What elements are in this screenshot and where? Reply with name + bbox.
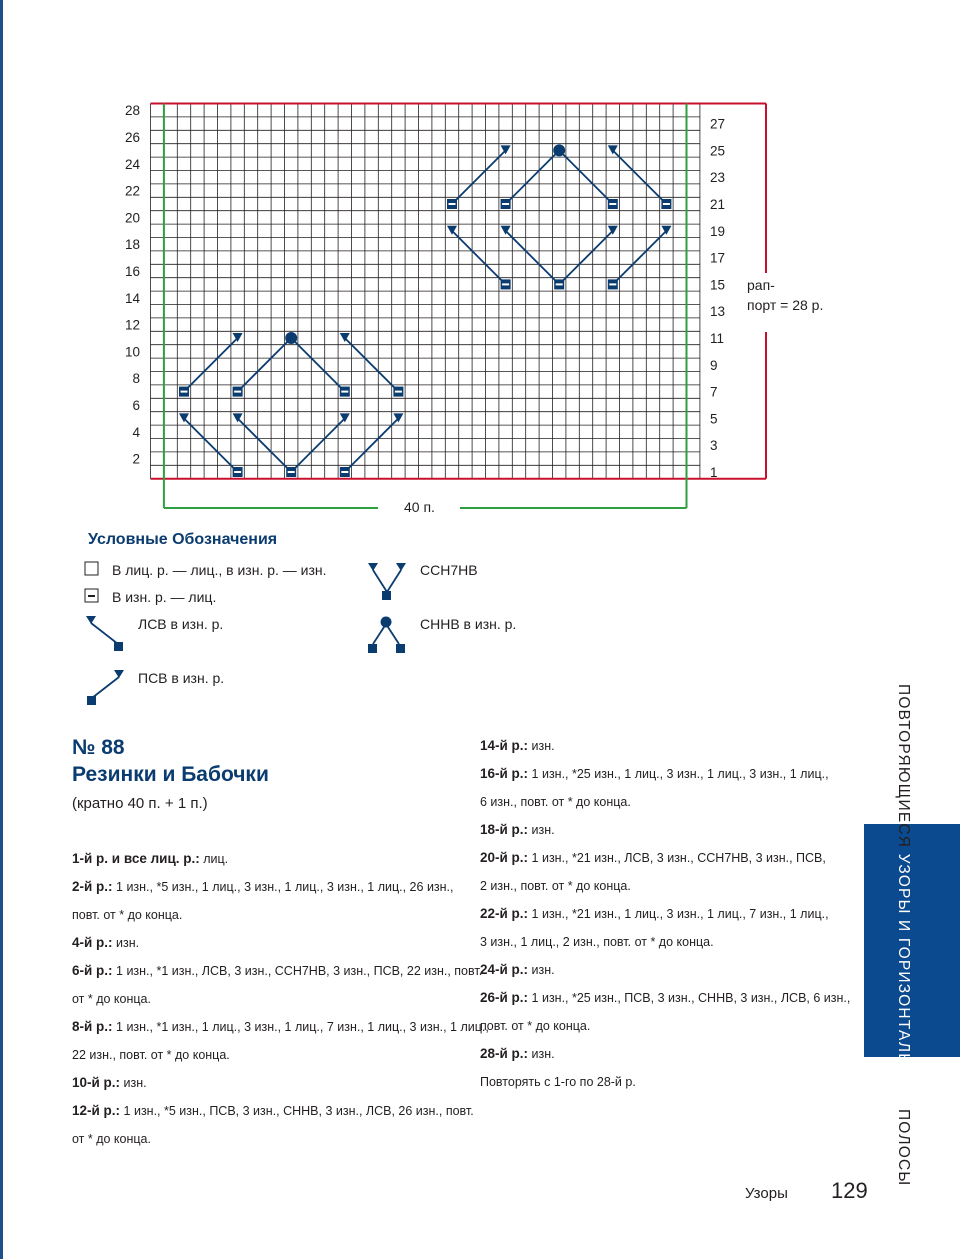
- stitch-path: [238, 338, 292, 392]
- side-word-5: ПОЛОСЫ: [895, 1108, 912, 1187]
- instruction-line: 22 изн., повт. от * до конца.: [72, 1048, 230, 1062]
- legend-title: Условные Обозначения: [88, 531, 278, 548]
- stitch-path: [291, 418, 345, 472]
- row-number-left: 10: [124, 344, 140, 360]
- instruction-line: 16-й р.: 1 изн., *25 изн., 1 лиц., 3 изн., 1 лиц., 3 изн., 1 лиц.,: [480, 766, 829, 781]
- repeat-frame: [151, 104, 767, 509]
- stitch-count-label: 40 п.: [404, 499, 435, 515]
- repeat-label-line1: рап-: [747, 277, 775, 293]
- row-number-right: 17: [710, 250, 726, 266]
- row-number-left: 16: [124, 264, 140, 279]
- dot-icon: [285, 332, 297, 344]
- row-number-right: 25: [710, 143, 726, 159]
- instructions-left-column: [72, 845, 489, 1153]
- section-side-label: [888, 684, 912, 1187]
- row-number-right: 19: [710, 223, 726, 239]
- row-number-right: 3: [710, 438, 718, 454]
- row-number-left: 8: [132, 371, 140, 387]
- side-word-1: ПОВТОРЯЮЩИЕСЯ: [895, 684, 912, 849]
- row-number-left: 2: [132, 451, 140, 467]
- instruction-line: 12-й р.: 1 изн., *5 изн., ПСВ, 3 изн., СННВ, 3 изн., ЛСВ, 26 изн., повт.: [72, 1103, 474, 1118]
- instruction-line: 26-й р.: 1 изн., *25 изн., ПСВ, 3 изн., СННВ, 3 изн., ЛСВ, 6 изн.,: [480, 990, 851, 1005]
- pattern-number: № 88: [72, 736, 125, 759]
- stitch-path: [452, 231, 506, 285]
- row-number-left: 20: [124, 210, 140, 226]
- footer-section-label: Узоры: [745, 1185, 788, 1202]
- stitch-path: [452, 150, 506, 204]
- instruction-line: 28-й р.: изн.: [480, 1046, 555, 1061]
- row-number-right: 7: [710, 384, 718, 400]
- row-number-left: 18: [124, 237, 140, 253]
- row-number-right: 23: [710, 170, 726, 186]
- row-number-right: 15: [710, 277, 726, 293]
- row-number-right: 5: [710, 411, 718, 427]
- stitch-path: [506, 231, 560, 285]
- row-number-left: 24: [124, 156, 140, 172]
- stitch-path: [506, 150, 560, 204]
- instruction-line: повт. от * до конца.: [72, 908, 183, 922]
- side-word-4: ГОРИЗОНТАЛЬНЫЕ: [895, 937, 912, 1104]
- row-number-left: 6: [132, 398, 140, 413]
- repeat-label-line2: порт = 28 р.: [747, 297, 824, 313]
- row-number-left: 26: [124, 130, 140, 145]
- legend-item-knit-purl: В лиц. р. — лиц., в изн. р. — изн.: [112, 562, 327, 578]
- instruction-line: 14-й р.: изн.: [480, 738, 555, 753]
- double-increase-icon: [368, 617, 405, 654]
- row-number-right: 9: [710, 357, 718, 373]
- instruction-line: 24-й р.: изн.: [480, 962, 555, 977]
- stitch-path: [559, 150, 613, 204]
- instruction-line: 2-й р.: 1 изн., *5 изн., 1 лиц., 3 изн., 1 лиц., 3 изн., 1 лиц., 26 изн.,: [72, 879, 454, 894]
- chart-symbols: [179, 144, 671, 477]
- legend-item-right-cross: ПСВ в изн. р.: [138, 670, 225, 686]
- stitch-path: [613, 150, 667, 204]
- instruction-line: 4-й р.: изн.: [72, 935, 140, 950]
- row-number-labels: [125, 103, 725, 480]
- instruction-line: 3 изн., 1 лиц., 2 изн., повт. от * до конца.: [480, 935, 714, 949]
- row-number-right: 27: [710, 116, 726, 132]
- stitch-path: [559, 231, 613, 285]
- double-decrease-icon: [368, 563, 406, 600]
- instruction-line: 6 изн., повт. от * до конца.: [480, 795, 631, 809]
- legend-item-double-decrease: ССН7НВ: [420, 562, 478, 578]
- pattern-multiple: (кратно 40 п. + 1 п.): [72, 795, 208, 812]
- right-cross-icon: [87, 670, 124, 705]
- instructions-right-column: [480, 732, 850, 1096]
- instruction-line: 10-й р.: изн.: [72, 1075, 147, 1090]
- stitch-path: [345, 418, 399, 472]
- stitch-path: [184, 418, 238, 472]
- instruction-line: 22-й р.: 1 изн., *21 изн., 1 лиц., 3 изн., 1 лиц., 7 изн., 1 лиц.,: [480, 906, 829, 921]
- stitch-path: [613, 231, 667, 285]
- row-number-right: 13: [710, 304, 726, 320]
- dot-icon: [553, 144, 565, 156]
- left-cross-icon: [86, 616, 123, 651]
- side-word-3: И: [895, 920, 912, 933]
- row-number-right: 21: [710, 197, 726, 212]
- instruction-line: 8-й р.: 1 изн., *1 изн., 1 лиц., 3 изн., 1 лиц., 7 изн., 1 лиц., 3 изн., 1 лиц.,: [72, 1019, 489, 1034]
- row-number-left: 22: [124, 183, 140, 199]
- legend-item-left-cross: ЛСВ в изн. р.: [138, 616, 224, 632]
- instruction-line: 1-й р. и все лиц. р.: лиц.: [72, 851, 229, 866]
- instruction-line: 2 изн., повт. от * до конца.: [480, 879, 631, 893]
- empty-square-icon: [85, 562, 98, 575]
- legend-item-double-increase: СННВ в изн. р.: [420, 616, 517, 632]
- instruction-line: от * до конца.: [72, 992, 151, 1006]
- row-number-right: 11: [710, 331, 725, 346]
- legend-item-purl-side-knit: В изн. р. — лиц.: [112, 589, 217, 605]
- instruction-line: 18-й р.: изн.: [480, 822, 555, 837]
- section-tab: [864, 824, 960, 1057]
- row-number-left: 4: [132, 424, 140, 440]
- stitch-path: [238, 418, 292, 472]
- row-number-right: 1: [710, 465, 718, 480]
- pattern-title: Резинки и Бабочки: [72, 763, 269, 786]
- side-word-2: УЗОРЫ: [895, 853, 912, 915]
- row-number-left: 14: [124, 290, 140, 306]
- row-number-left: 12: [124, 317, 140, 333]
- stitch-path: [291, 338, 345, 392]
- instruction-line: 20-й р.: 1 изн., *21 изн., ЛСВ, 3 изн., ССН7НВ, 3 изн., ПСВ,: [480, 850, 826, 865]
- knitting-chart: [0, 0, 960, 520]
- page-number: 129: [831, 1178, 868, 1203]
- chart-grid: [151, 104, 700, 479]
- instruction-line: от * до конца.: [72, 1132, 151, 1146]
- stitch-path: [184, 338, 238, 392]
- instruction-line: повт. от * до конца.: [480, 1019, 591, 1033]
- instruction-line: 6-й р.: 1 изн., *1 изн., ЛСВ, 3 изн., ССН7НВ, 3 изн., ПСВ, 22 изн., повт.: [72, 963, 483, 978]
- stitch-path: [345, 338, 399, 392]
- instruction-line: Повторять с 1-го по 28-й р.: [480, 1075, 636, 1089]
- row-number-left: 28: [124, 103, 140, 119]
- legend-icons: [80, 558, 420, 708]
